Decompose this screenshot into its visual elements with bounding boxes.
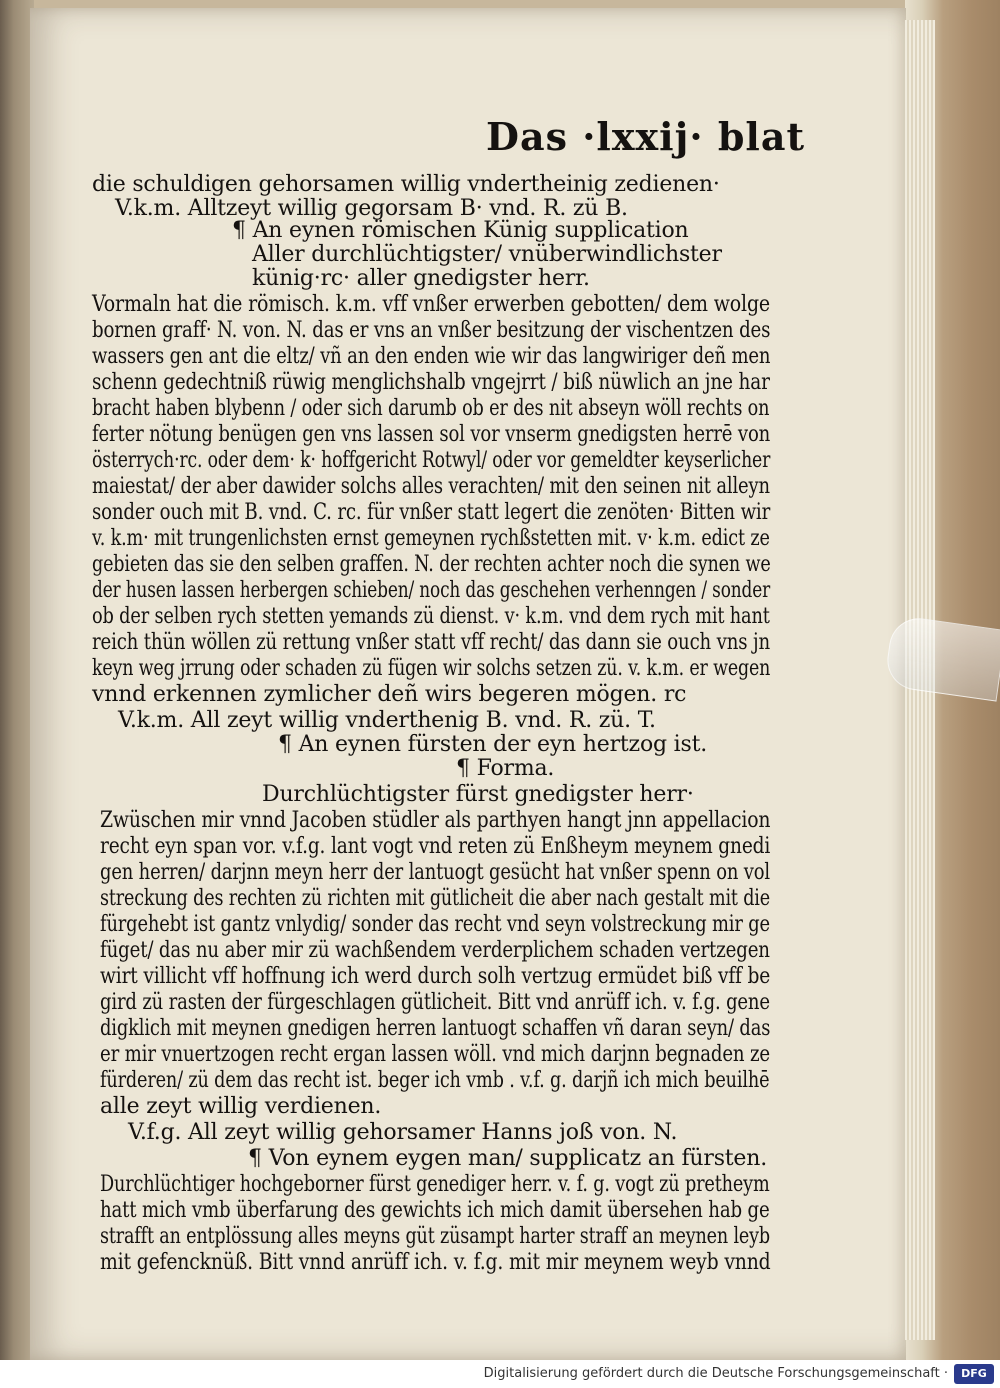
text-line: keyn weg jrrung oder schaden zü fügen wir solchs setzen zü. v. k.m. er wegen bbox=[92, 656, 771, 681]
text-line: bornen graff· N. von. N. das er vns an vnßer besitzung der vischentzen des bbox=[92, 318, 771, 343]
text-line: vnnd erkennen zymlicher deñ wirs begeren mögen. rc bbox=[92, 682, 687, 707]
text-line: bracht haben blybenn / oder sich darumb ob er des nit abseyn wöll rechts on bbox=[92, 396, 770, 421]
text-line: Durchlüchtigster fürst gnedigster herr· bbox=[262, 782, 694, 807]
text-line: maiestat/ der aber dawider solchs alles verachten/ mit den seinen nit alleyn bbox=[92, 474, 770, 499]
text-line: füget/ das nu aber mir zü wachßendem verderplichem schaden vertzegen bbox=[100, 938, 770, 963]
text-line: digklich mit meynen gnedigen herren lantuogt schaffen vñ daran seyn/ das bbox=[100, 1016, 771, 1041]
text-line: gen herren/ darjnn meyn herr der lantuogt gesücht hat vnßer spenn on vol bbox=[100, 860, 770, 885]
text-line: ¶ An eynen römischen Künig supplication bbox=[232, 218, 689, 243]
text-line: Durchlüchtiger hochgeborner fürst genediger herr. v. f. g. vogt zü pretheym bbox=[100, 1172, 770, 1197]
footer-bar bbox=[0, 1360, 1000, 1388]
text-line: künig·rc· aller gnedigster herr. bbox=[252, 266, 590, 291]
text-line: hatt mich vmb überfarung des gewichts ich mich damit übersehen hab ge bbox=[100, 1198, 770, 1223]
text-line: gebieten das sie den selben graffen. N. der rechten achter noch die synen we bbox=[92, 552, 771, 577]
text-line: der husen lassen herbergen schieben/ noch das geschehen verhenngen / sonder bbox=[92, 578, 771, 603]
text-line: ¶ An eynen fürsten der eyn hertzog ist. bbox=[278, 732, 708, 757]
text-line: ob der selben rych stetten yemands zü dienst. v· k.m. vnd dem rych mit hant bbox=[92, 604, 770, 629]
text-line: strafft an entplössung alles meyns güt züsampt harter straff an meynen leyb bbox=[100, 1224, 770, 1249]
text-line: die schuldigen gehorsamen willig vndertheinig zedienen· bbox=[92, 172, 720, 197]
text-line: sonder ouch mit B. vnd. C. rc. für vnßer statt legert die zenöten· Bitten wir bbox=[92, 500, 771, 525]
text-line: reich thün wöllen zü rettung vnßer statt vff recht/ das dann sie ouch vns jn bbox=[92, 630, 770, 655]
dfg-logo: DFG bbox=[954, 1364, 994, 1384]
page-header: Das ·lxxij· blat bbox=[486, 114, 805, 159]
text-line: V.f.g. All zeyt willig gehorsamer Hanns joß von. N. bbox=[128, 1120, 678, 1145]
text-line: mit gefencknüß. Bitt vnnd anrüff ich. v. f.g. mit mir meynem weyb vnnd bbox=[100, 1250, 771, 1275]
text-line: alle zeyt willig verdienen. bbox=[100, 1094, 382, 1119]
book-spine-left bbox=[0, 0, 34, 1360]
text-line: recht eyn span vor. v.f.g. lant vogt vnd reten zü Enßheym meynem gnedi bbox=[100, 834, 771, 859]
footer-credit: Digitalisierung gefördert durch die Deutsche Forschungsgemeinschaft · bbox=[483, 1366, 948, 1381]
text-line: V.k.m. All zeyt willig vnderthenig B. vnd. R. zü. T. bbox=[118, 708, 656, 733]
text-line: Zwüschen mir vnnd Jacoben stüdler als parthyen hangt jnn appellacion bbox=[100, 808, 771, 833]
text-line: fürderen/ zü dem das recht ist. beger ich vmb . v.f. g. darjñ ich mich beuilhē bbox=[100, 1068, 770, 1093]
text-line: V.k.m. Alltzeyt willig gegorsam B· vnd. R. zü B. bbox=[115, 196, 628, 221]
text-line: Vormaln hat die römisch. k.m. vff vnßer erwerben gebotten/ dem wolge bbox=[92, 292, 771, 317]
text-line: v. k.m· mit trungenlichsten ernst gemeynen rychßstetten mit. v· k.m. edict ze bbox=[92, 526, 770, 551]
text-line: gird zü rasten der fürgeschlagen gütlicheit. Bitt vnd anrüff ich. v. f.g. gene bbox=[100, 990, 770, 1015]
text-line: ¶ Forma. bbox=[456, 756, 555, 781]
text-line: schenn gedechtniß rüwig menglichshalb vngejrrt / biß nüwlich an jne har bbox=[92, 370, 770, 395]
text-line: er mir vnuertzogen recht ergan lassen wöll. vnd mich darjnn begnaden ze bbox=[100, 1042, 770, 1067]
text-line: Aller durchlüchtigster/ vnüberwindlichster bbox=[252, 242, 722, 267]
text-line: fürgehebt ist gantz vnlydig/ sonder das recht vnd seyn volstreckung mir ge bbox=[100, 912, 770, 937]
text-line: österrych·rc. oder dem· k· hoffgericht Rotwyl/ oder vor gemeldter keyserlicher bbox=[92, 448, 771, 473]
text-line: wassers gen ant die eltz/ vñ an den enden wie wir das langwiriger deñ men bbox=[92, 344, 771, 369]
text-line: ferter nötung benügen gen vns lassen sol vor vnserm gnedigsten herrē von bbox=[92, 422, 771, 447]
text-line: wirt villicht vff hoffnung ich werd durch solh vertzug ermüdet biß vff be bbox=[100, 964, 771, 989]
text-line: streckung des rechten zü richten mit gütlicheit die aber nach gestalt mit die bbox=[100, 886, 770, 911]
text-line: ¶ Von eynem eygen man/ supplicatz an fürsten. bbox=[248, 1146, 768, 1171]
